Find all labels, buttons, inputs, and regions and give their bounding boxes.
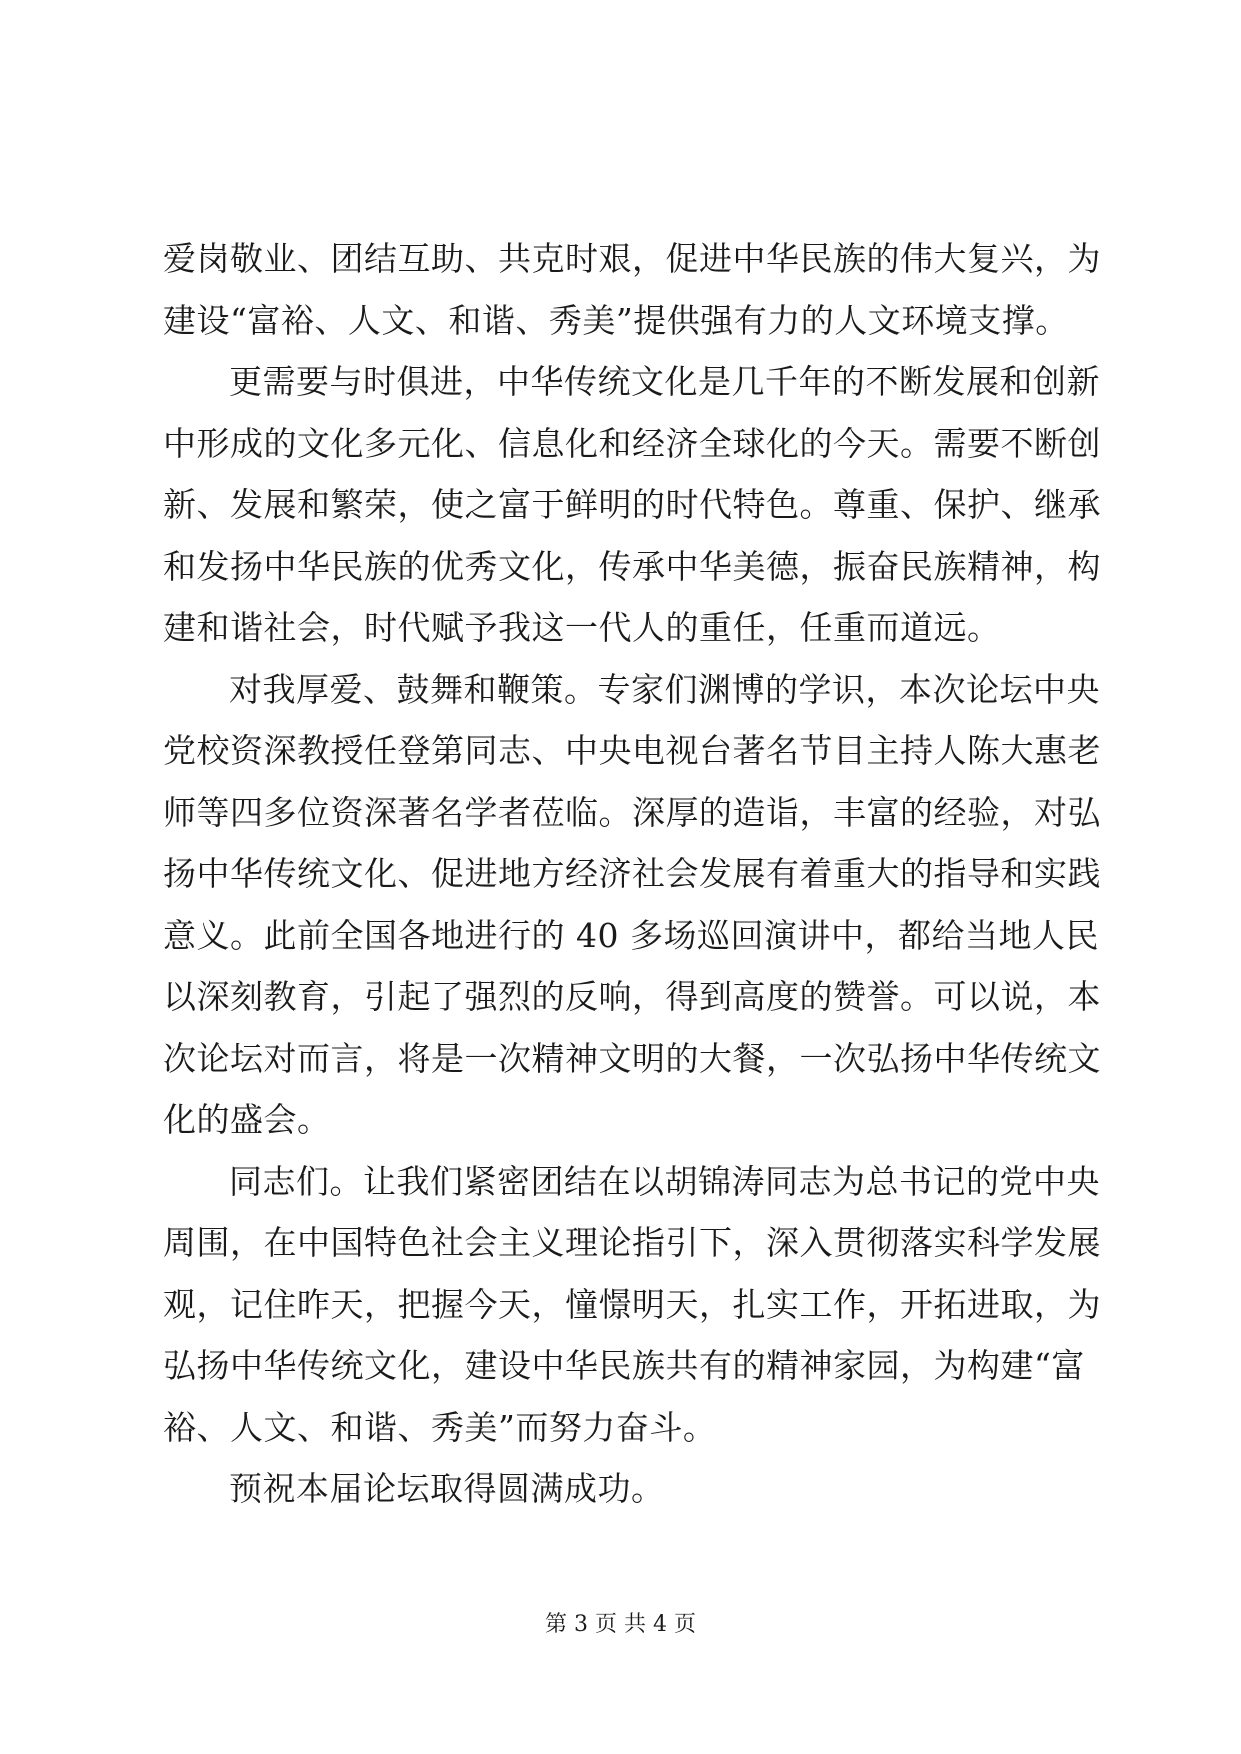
text-line: 意义。此前全国各地进行的 40 多场巡回演讲中，都给当地人民 — [163, 915, 1099, 955]
text-line: 建和谐社会，时代赋予我这一代人的重任，任重而道远。 — [163, 608, 1001, 647]
text-line: 化的盛会。 — [163, 1100, 331, 1139]
text-line: 以深刻教育，引起了强烈的反响，得到高度的赞誉。可以说，本 — [163, 977, 1101, 1016]
text-line: 扬中华传统文化、促进地方经济社会发展有着重大的指导和实践 — [163, 854, 1101, 893]
text-line: 周围，在中国特色社会主义理论指引下，深入贯彻落实科学发展 — [163, 1223, 1101, 1262]
paragraph-start-line: 同志们。让我们紧密团结在以胡锦涛同志为总书记的党中央 — [229, 1161, 1100, 1201]
page-number-footer: 第 3 页 共 4 页 — [545, 1612, 696, 1637]
text-line: 裕、人文、和谐、秀美”而努力奋斗。 — [163, 1407, 717, 1447]
text-line: 弘扬中华传统文化，建设中华民族共有的精神家园，为构建“富 — [163, 1346, 1085, 1385]
text-line: 师等四多位资深著名学者莅临。深厚的造诣，丰富的经验，对弘 — [163, 792, 1101, 832]
paragraph-start-line: 更需要与时俱进，中华传统文化是几千年的不断发展和创新 — [229, 362, 1100, 401]
text-line: 中形成的文化多元化、信息化和经济全球化的今天。需要不断创 — [163, 423, 1101, 463]
text-line: 建设“富裕、人文、和谐、秀美”提供强有力的人文环境支撑。 — [163, 300, 1069, 340]
text-line: 观，记住昨天，把握今天，憧憬明天，扎实工作，开拓进取，为 — [163, 1284, 1101, 1324]
text-line: 和发扬中华民族的优秀文化，传承中华美德，振奋民族精神，构 — [163, 546, 1101, 586]
text-line: 次论坛对而言，将是一次精神文明的大餐，一次弘扬中华传统文 — [163, 1038, 1101, 1078]
text-line: 党校资深教授任登第同志、中央电视台著名节目主持人陈大惠老 — [163, 731, 1101, 770]
text-line: 爱岗敬业、团结互助、共克时艰，促进中华民族的伟大复兴，为 — [163, 239, 1101, 278]
paragraph-start-line: 对我厚爱、鼓舞和鞭策。专家们渊博的学识，本次论坛中央 — [229, 669, 1100, 709]
paragraph-start-line: 预祝本届论坛取得圆满成功。 — [229, 1469, 665, 1508]
body-text — [163, 228, 1101, 1520]
text-line: 新、发展和繁荣，使之富于鲜明的时代特色。尊重、保护、继承 — [163, 485, 1101, 524]
